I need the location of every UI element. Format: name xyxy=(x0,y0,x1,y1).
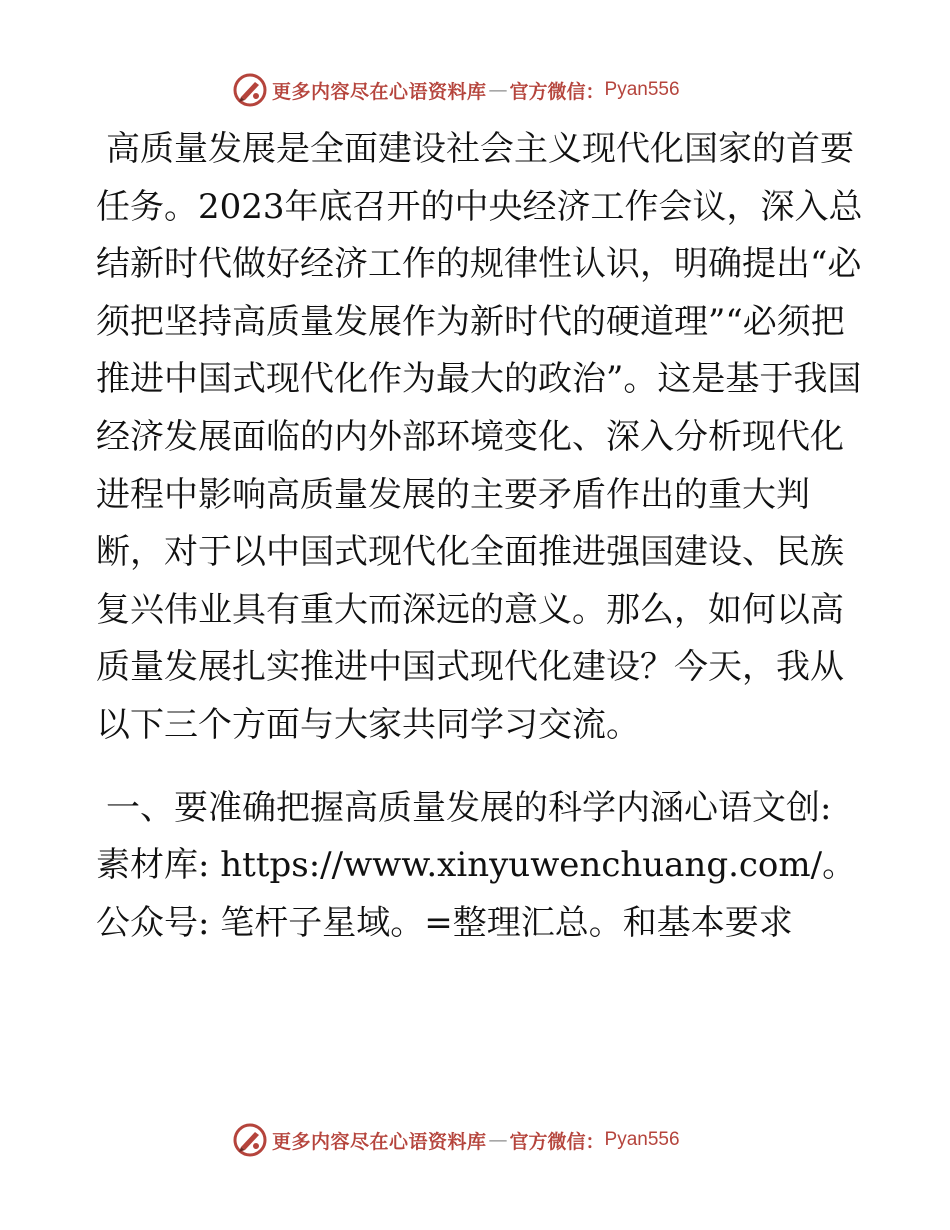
banner-wechat-label: 官方微信： xyxy=(509,80,605,103)
footer-banner xyxy=(232,1120,680,1160)
pen-logo-icon xyxy=(232,1122,268,1158)
banner-main-text: 更多内容尽在心语资料库 xyxy=(272,1130,487,1153)
document-body xyxy=(96,121,866,952)
paragraph-intro: 高质量发展是全面建设社会主义现代化国家的首要任务。2023年底召开的中央经济工作会议，深入总结新时代做好经济工作的规律性认识，明确提出“必须把坚持高质量发展作为新时代的硬道理”“必须把推进中国式现代化作为最大的政治”。这是基于我国经济发展面临的内外部环境变化、深入分析现代化进程中影响高质量发展的主要矛盾作出的重大判断，对于以中国式现代化全面推进强国建设、民族复兴伟业具有重大而深远的意义。那么，如何以高质量发展扎实推进中国式现代化建设？今天，我从以下三个方面与大家共同学习交流。 xyxy=(96,129,863,745)
header-banner xyxy=(232,70,680,110)
banner-wechat-id: Pyan556 xyxy=(604,79,680,100)
banner-wechat-label: 官方微信： xyxy=(509,1130,605,1153)
paragraph-section-one: 一、要准确把握高质量发展的科学内涵心语文创: 素材库: https://www.xinyuwenchuang.com/。公众号: 笔杆子星域。=整理汇总。和基本要求 xyxy=(96,787,857,943)
banner-dash: — xyxy=(488,1129,508,1151)
pen-logo-icon xyxy=(232,72,268,108)
banner-dash: — xyxy=(488,79,508,101)
banner-wechat-id: Pyan556 xyxy=(604,1129,680,1150)
banner-main-text: 更多内容尽在心语资料库 xyxy=(272,80,487,103)
